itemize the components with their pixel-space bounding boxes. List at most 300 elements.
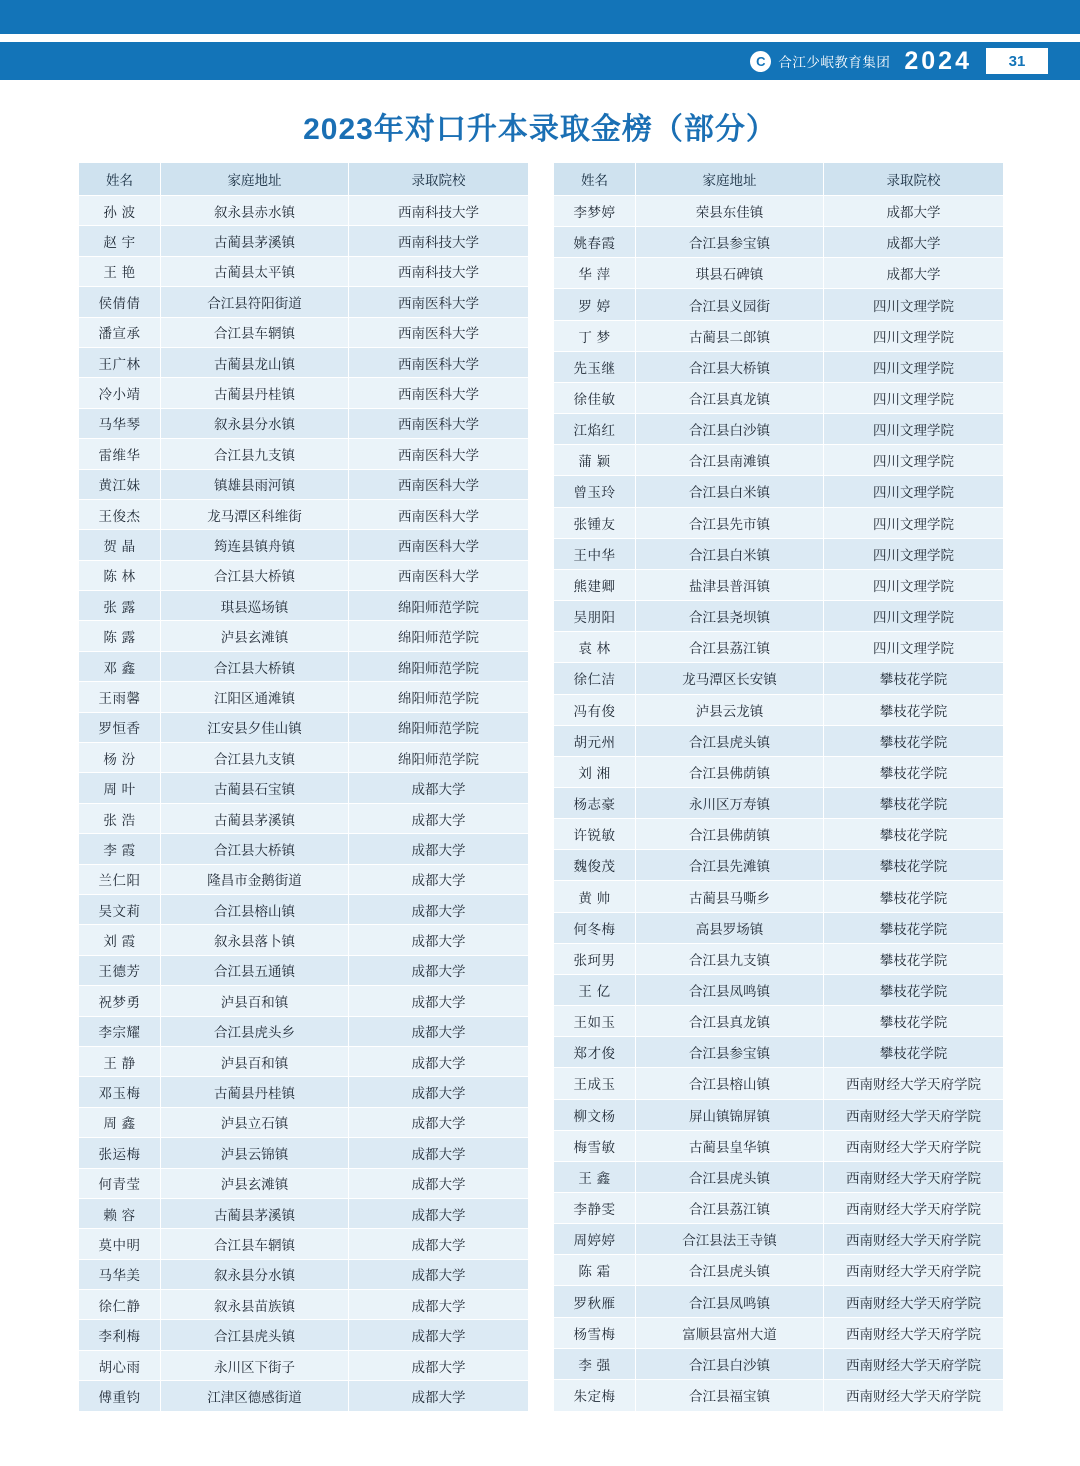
table-row — [554, 819, 1004, 850]
student-name: 华 萍 — [554, 258, 636, 289]
student-name: 杨志豪 — [554, 787, 636, 818]
home-address: 合江县白米镇 — [636, 476, 824, 507]
column-header-address: 家庭地址 — [161, 163, 349, 196]
table-row — [79, 651, 529, 681]
table-row — [554, 382, 1004, 413]
home-address: 泸县百和镇 — [161, 986, 349, 1016]
admitted-school: 绵阳师范学院 — [349, 712, 529, 742]
student-name: 胡元州 — [554, 725, 636, 756]
home-address: 泸县百和镇 — [161, 1046, 349, 1076]
admitted-school: 西南财经大学天府学院 — [824, 1255, 1004, 1286]
home-address: 合江县虎头乡 — [161, 1016, 349, 1046]
table-row — [79, 1320, 529, 1350]
student-name: 李 霞 — [79, 834, 161, 864]
student-name: 刘 湘 — [554, 756, 636, 787]
student-name: 陈 霜 — [554, 1255, 636, 1286]
table-row — [554, 943, 1004, 974]
admitted-school: 四川文理学院 — [824, 569, 1004, 600]
admitted-school: 四川文理学院 — [824, 289, 1004, 320]
table-row — [554, 1130, 1004, 1161]
roster-tables — [78, 162, 1002, 1412]
admitted-school: 西南医科大学 — [349, 530, 529, 560]
table-row — [554, 912, 1004, 943]
student-name: 赵 宇 — [79, 226, 161, 256]
admitted-school: 成都大学 — [349, 955, 529, 985]
admitted-school: 西南医科大学 — [349, 439, 529, 469]
admitted-school: 成都大学 — [349, 986, 529, 1016]
admitted-school: 绵阳师范学院 — [349, 591, 529, 621]
table-row — [554, 569, 1004, 600]
home-address: 古蔺县龙山镇 — [161, 347, 349, 377]
table-row — [79, 196, 529, 226]
student-name: 许锐敏 — [554, 819, 636, 850]
admitted-school: 成都大学 — [349, 1138, 529, 1168]
home-address: 古蔺县石宝镇 — [161, 773, 349, 803]
admitted-school: 绵阳师范学院 — [349, 743, 529, 773]
home-address: 合江县虎头镇 — [636, 1161, 824, 1192]
admitted-school: 攀枝花学院 — [824, 943, 1004, 974]
home-address: 盐津县普洱镇 — [636, 569, 824, 600]
table-row — [554, 1193, 1004, 1224]
student-name: 周婷婷 — [554, 1224, 636, 1255]
table-header-row — [554, 163, 1004, 196]
student-name: 曾玉玲 — [554, 476, 636, 507]
home-address: 合江县荔江镇 — [636, 632, 824, 663]
table-row — [79, 347, 529, 377]
student-name: 熊建卿 — [554, 569, 636, 600]
student-name: 王 静 — [79, 1046, 161, 1076]
admitted-school: 成都大学 — [349, 1168, 529, 1198]
student-name: 杨雪梅 — [554, 1317, 636, 1348]
student-name: 张 浩 — [79, 803, 161, 833]
table-row — [79, 682, 529, 712]
admitted-school: 西南科技大学 — [349, 256, 529, 286]
admitted-school: 西南医科大学 — [349, 378, 529, 408]
student-name: 魏俊茂 — [554, 850, 636, 881]
student-name: 傅重钧 — [79, 1381, 161, 1411]
home-address: 合江县车辋镇 — [161, 317, 349, 347]
table-row — [79, 1046, 529, 1076]
table-row — [79, 986, 529, 1016]
home-address: 合江县大桥镇 — [636, 351, 824, 382]
table-row — [554, 196, 1004, 227]
home-address: 古蔺县丹桂镇 — [161, 378, 349, 408]
admitted-school: 攀枝花学院 — [824, 881, 1004, 912]
admitted-school: 攀枝花学院 — [824, 756, 1004, 787]
home-address: 泸县立石镇 — [161, 1107, 349, 1137]
home-address: 古蔺县丹桂镇 — [161, 1077, 349, 1107]
table-row — [79, 530, 529, 560]
home-address: 古蔺县马嘶乡 — [636, 881, 824, 912]
home-address: 龙马潭区长安镇 — [636, 663, 824, 694]
roster-table-left — [78, 162, 529, 1412]
student-name: 江焰红 — [554, 414, 636, 445]
student-name: 姚春霞 — [554, 227, 636, 258]
table-row — [79, 317, 529, 347]
home-address: 叙永县落卜镇 — [161, 925, 349, 955]
home-address: 叙永县苗族镇 — [161, 1290, 349, 1320]
home-address: 泸县玄滩镇 — [161, 1168, 349, 1198]
table-row — [554, 1348, 1004, 1379]
student-name: 邓 鑫 — [79, 651, 161, 681]
admitted-school: 攀枝花学院 — [824, 912, 1004, 943]
home-address: 合江县参宝镇 — [636, 1037, 824, 1068]
admitted-school: 成都大学 — [824, 196, 1004, 227]
home-address: 叙永县赤水镇 — [161, 196, 349, 226]
table-row — [554, 787, 1004, 818]
home-address: 合江县佛荫镇 — [636, 819, 824, 850]
table-row — [79, 408, 529, 438]
home-address: 合江县真龙镇 — [636, 382, 824, 413]
student-name: 贺 晶 — [79, 530, 161, 560]
student-name: 李利梅 — [79, 1320, 161, 1350]
student-name: 莫中明 — [79, 1229, 161, 1259]
table-row — [79, 773, 529, 803]
home-address: 高县罗场镇 — [636, 912, 824, 943]
student-name: 马华琴 — [79, 408, 161, 438]
student-name: 罗秋雁 — [554, 1286, 636, 1317]
table-row — [554, 1224, 1004, 1255]
admitted-school: 西南医科大学 — [349, 408, 529, 438]
student-name: 周 叶 — [79, 773, 161, 803]
table-row — [79, 1077, 529, 1107]
home-address: 合江县五通镇 — [161, 955, 349, 985]
column-header-school: 录取院校 — [349, 163, 529, 196]
home-address: 合江县虎头镇 — [636, 1255, 824, 1286]
home-address: 荣县东佳镇 — [636, 196, 824, 227]
table-row — [554, 507, 1004, 538]
student-name: 王 亿 — [554, 974, 636, 1005]
admitted-school: 西南医科大学 — [349, 287, 529, 317]
home-address: 叙永县分水镇 — [161, 408, 349, 438]
admitted-school: 西南财经大学天府学院 — [824, 1161, 1004, 1192]
admitted-school: 西南科技大学 — [349, 226, 529, 256]
student-name: 徐仁静 — [79, 1290, 161, 1320]
student-name: 胡心雨 — [79, 1350, 161, 1380]
table-row — [554, 1255, 1004, 1286]
home-address: 江安县夕佳山镇 — [161, 712, 349, 742]
home-address: 叙永县分水镇 — [161, 1259, 349, 1289]
student-name: 何青莹 — [79, 1168, 161, 1198]
table-row — [554, 289, 1004, 320]
admitted-school: 攀枝花学院 — [824, 850, 1004, 881]
student-name: 周 鑫 — [79, 1107, 161, 1137]
table-header-row — [79, 163, 529, 196]
student-name: 梅雪敏 — [554, 1130, 636, 1161]
home-address: 合江县九支镇 — [161, 439, 349, 469]
table-row — [554, 258, 1004, 289]
admitted-school: 攀枝花学院 — [824, 1037, 1004, 1068]
table-row — [79, 499, 529, 529]
brand-logo-icon: C — [750, 51, 771, 72]
brand-name: 合江少岷教育集团 — [778, 55, 891, 70]
admitted-school: 西南医科大学 — [349, 317, 529, 347]
admitted-school: 攀枝花学院 — [824, 819, 1004, 850]
table-row — [554, 632, 1004, 663]
home-address: 江津区德感街道 — [161, 1381, 349, 1411]
student-name: 罗恒香 — [79, 712, 161, 742]
home-address: 合江县车辋镇 — [161, 1229, 349, 1259]
column-header-school: 录取院校 — [824, 163, 1004, 196]
table-row — [554, 663, 1004, 694]
admitted-school: 成都大学 — [349, 1320, 529, 1350]
student-name: 王雨馨 — [79, 682, 161, 712]
table-row — [554, 476, 1004, 507]
admitted-school: 成都大学 — [349, 1290, 529, 1320]
table-row — [554, 1099, 1004, 1130]
table-row — [79, 1290, 529, 1320]
admitted-school: 四川文理学院 — [824, 445, 1004, 476]
student-name: 丁 梦 — [554, 320, 636, 351]
table-row — [79, 955, 529, 985]
home-address: 古蔺县二郎镇 — [636, 320, 824, 351]
page-header — [750, 42, 1048, 80]
student-name: 杨 汾 — [79, 743, 161, 773]
student-name: 王德芳 — [79, 955, 161, 985]
home-address: 合江县先滩镇 — [636, 850, 824, 881]
admitted-school: 绵阳师范学院 — [349, 621, 529, 651]
roster-table-right — [553, 162, 1004, 1412]
student-name: 王俊杰 — [79, 499, 161, 529]
table-row — [79, 864, 529, 894]
admitted-school: 绵阳师范学院 — [349, 651, 529, 681]
admitted-school: 成都大学 — [349, 1016, 529, 1046]
student-name: 王如玉 — [554, 1006, 636, 1037]
admitted-school: 四川文理学院 — [824, 632, 1004, 663]
home-address: 合江县法王寺镇 — [636, 1224, 824, 1255]
student-name: 郑才俊 — [554, 1037, 636, 1068]
student-name: 祝梦勇 — [79, 986, 161, 1016]
student-name: 蒲 颖 — [554, 445, 636, 476]
student-name: 李宗耀 — [79, 1016, 161, 1046]
table-row — [79, 256, 529, 286]
student-name: 朱定梅 — [554, 1379, 636, 1411]
admitted-school: 四川文理学院 — [824, 476, 1004, 507]
home-address: 镇雄县雨河镇 — [161, 469, 349, 499]
home-address: 合江县九支镇 — [161, 743, 349, 773]
admitted-school: 四川文理学院 — [824, 414, 1004, 445]
student-name: 侯倩倩 — [79, 287, 161, 317]
student-name: 张 露 — [79, 591, 161, 621]
admitted-school: 攀枝花学院 — [824, 725, 1004, 756]
home-address: 古蔺县茅溪镇 — [161, 226, 349, 256]
table-row — [554, 227, 1004, 258]
home-address: 合江县参宝镇 — [636, 227, 824, 258]
table-row — [554, 320, 1004, 351]
table-row — [79, 226, 529, 256]
admitted-school: 西南财经大学天府学院 — [824, 1130, 1004, 1161]
student-name: 赖 容 — [79, 1198, 161, 1228]
student-name: 李静雯 — [554, 1193, 636, 1224]
home-address: 泸县云锦镇 — [161, 1138, 349, 1168]
student-name: 吴文莉 — [79, 894, 161, 924]
home-address: 合江县先市镇 — [636, 507, 824, 538]
admitted-school: 西南医科大学 — [349, 499, 529, 529]
student-name: 李梦婷 — [554, 196, 636, 227]
admitted-school: 四川文理学院 — [824, 320, 1004, 351]
admitted-school: 攀枝花学院 — [824, 663, 1004, 694]
admitted-school: 攀枝花学院 — [824, 787, 1004, 818]
table-row — [79, 287, 529, 317]
home-address: 合江县凤鸣镇 — [636, 1286, 824, 1317]
home-address: 古蔺县皇华镇 — [636, 1130, 824, 1161]
student-name: 邓玉梅 — [79, 1077, 161, 1107]
home-address: 合江县虎头镇 — [161, 1320, 349, 1350]
admitted-school: 成都大学 — [349, 773, 529, 803]
top-decorative-bar — [0, 0, 1080, 34]
student-name: 罗 婷 — [554, 289, 636, 320]
admitted-school: 四川文理学院 — [824, 601, 1004, 632]
home-address: 古蔺县茅溪镇 — [161, 1198, 349, 1228]
table-row — [554, 694, 1004, 725]
student-name: 冯有俊 — [554, 694, 636, 725]
admitted-school: 西南医科大学 — [349, 347, 529, 377]
admitted-school: 攀枝花学院 — [824, 974, 1004, 1005]
table-row — [554, 725, 1004, 756]
home-address: 泸县云龙镇 — [636, 694, 824, 725]
table-row — [554, 1161, 1004, 1192]
table-row — [554, 850, 1004, 881]
student-name: 黄 帅 — [554, 881, 636, 912]
roster-left-body — [79, 196, 529, 1412]
student-name: 何冬梅 — [554, 912, 636, 943]
admitted-school: 成都大学 — [349, 1046, 529, 1076]
student-name: 袁 林 — [554, 632, 636, 663]
home-address: 合江县真龙镇 — [636, 1006, 824, 1037]
admitted-school: 西南财经大学天府学院 — [824, 1348, 1004, 1379]
admitted-school: 西南财经大学天府学院 — [824, 1099, 1004, 1130]
table-row — [79, 1016, 529, 1046]
admitted-school: 四川文理学院 — [824, 507, 1004, 538]
student-name: 黄江妹 — [79, 469, 161, 499]
table-row — [79, 925, 529, 955]
home-address: 合江县福宝镇 — [636, 1379, 824, 1411]
page-number-box — [986, 48, 1048, 74]
home-address: 琪县石碑镇 — [636, 258, 824, 289]
table-row — [79, 803, 529, 833]
table-row — [554, 1006, 1004, 1037]
admitted-school: 四川文理学院 — [824, 538, 1004, 569]
student-name: 王成玉 — [554, 1068, 636, 1099]
home-address: 合江县榕山镇 — [636, 1068, 824, 1099]
student-name: 吴朋阳 — [554, 601, 636, 632]
student-name: 雷维华 — [79, 439, 161, 469]
home-address: 合江县白沙镇 — [636, 1348, 824, 1379]
table-row — [79, 560, 529, 590]
roster-right-body — [554, 196, 1004, 1412]
table-row — [554, 974, 1004, 1005]
column-header-name: 姓名 — [79, 163, 161, 196]
admitted-school: 西南财经大学天府学院 — [824, 1068, 1004, 1099]
admitted-school: 四川文理学院 — [824, 351, 1004, 382]
home-address: 合江县佛荫镇 — [636, 756, 824, 787]
admitted-school: 成都大学 — [824, 258, 1004, 289]
column-header-address: 家庭地址 — [636, 163, 824, 196]
admitted-school: 成都大学 — [349, 1381, 529, 1411]
admitted-school: 西南科技大学 — [349, 196, 529, 226]
admitted-school: 攀枝花学院 — [824, 1006, 1004, 1037]
table-row — [79, 834, 529, 864]
table-row — [79, 1229, 529, 1259]
home-address: 合江县符阳街道 — [161, 287, 349, 317]
admitted-school: 成都大学 — [349, 1350, 529, 1380]
student-name: 徐佳敏 — [554, 382, 636, 413]
home-address: 合江县大桥镇 — [161, 651, 349, 681]
admitted-school: 西南财经大学天府学院 — [824, 1286, 1004, 1317]
admitted-school: 成都大学 — [349, 1107, 529, 1137]
home-address: 龙马潭区科维街 — [161, 499, 349, 529]
publication-year: 2024 — [904, 46, 972, 75]
admitted-school: 成都大学 — [349, 864, 529, 894]
home-address: 屏山镇锦屏镇 — [636, 1099, 824, 1130]
home-address: 泸县玄滩镇 — [161, 621, 349, 651]
student-name: 张珂男 — [554, 943, 636, 974]
admitted-school: 攀枝花学院 — [824, 694, 1004, 725]
table-row — [79, 1107, 529, 1137]
admitted-school: 成都大学 — [349, 803, 529, 833]
home-address: 合江县尧坝镇 — [636, 601, 824, 632]
student-name: 兰仁阳 — [79, 864, 161, 894]
student-name: 冷小靖 — [79, 378, 161, 408]
home-address: 富顺县富州大道 — [636, 1317, 824, 1348]
table-row — [79, 1350, 529, 1380]
home-address: 筠连县镇舟镇 — [161, 530, 349, 560]
table-row — [79, 1381, 529, 1411]
page-title: 2023年对口升本录取金榜（部分） — [303, 113, 777, 146]
table-row — [79, 894, 529, 924]
student-name: 张锺友 — [554, 507, 636, 538]
table-row — [554, 351, 1004, 382]
table-row — [79, 1259, 529, 1289]
admitted-school: 西南财经大学天府学院 — [824, 1317, 1004, 1348]
table-row — [554, 1379, 1004, 1411]
student-name: 孙 波 — [79, 196, 161, 226]
student-name: 陈 林 — [79, 560, 161, 590]
student-name: 先玉继 — [554, 351, 636, 382]
table-row — [554, 756, 1004, 787]
table-row — [554, 414, 1004, 445]
home-address: 合江县虎头镇 — [636, 725, 824, 756]
table-row — [79, 1198, 529, 1228]
student-name: 马华美 — [79, 1259, 161, 1289]
table-row — [79, 743, 529, 773]
home-address: 合江县大桥镇 — [161, 560, 349, 590]
student-name: 王广林 — [79, 347, 161, 377]
home-address: 合江县义园街 — [636, 289, 824, 320]
home-address: 合江县大桥镇 — [161, 834, 349, 864]
table-row — [79, 378, 529, 408]
student-name: 王中华 — [554, 538, 636, 569]
table-row — [79, 469, 529, 499]
home-address: 合江县凤鸣镇 — [636, 974, 824, 1005]
home-address: 江阳区通滩镇 — [161, 682, 349, 712]
table-row — [554, 1037, 1004, 1068]
table-row — [554, 601, 1004, 632]
table-row — [554, 445, 1004, 476]
home-address: 合江县榕山镇 — [161, 894, 349, 924]
table-row — [79, 1138, 529, 1168]
student-name: 王 艳 — [79, 256, 161, 286]
table-row — [79, 1168, 529, 1198]
brand — [750, 51, 890, 72]
admitted-school: 四川文理学院 — [824, 382, 1004, 413]
admitted-school: 成都大学 — [349, 1077, 529, 1107]
student-name: 李 强 — [554, 1348, 636, 1379]
home-address: 琪县巡场镇 — [161, 591, 349, 621]
admitted-school: 成都大学 — [349, 1198, 529, 1228]
admitted-school: 西南医科大学 — [349, 469, 529, 499]
table-row — [79, 439, 529, 469]
